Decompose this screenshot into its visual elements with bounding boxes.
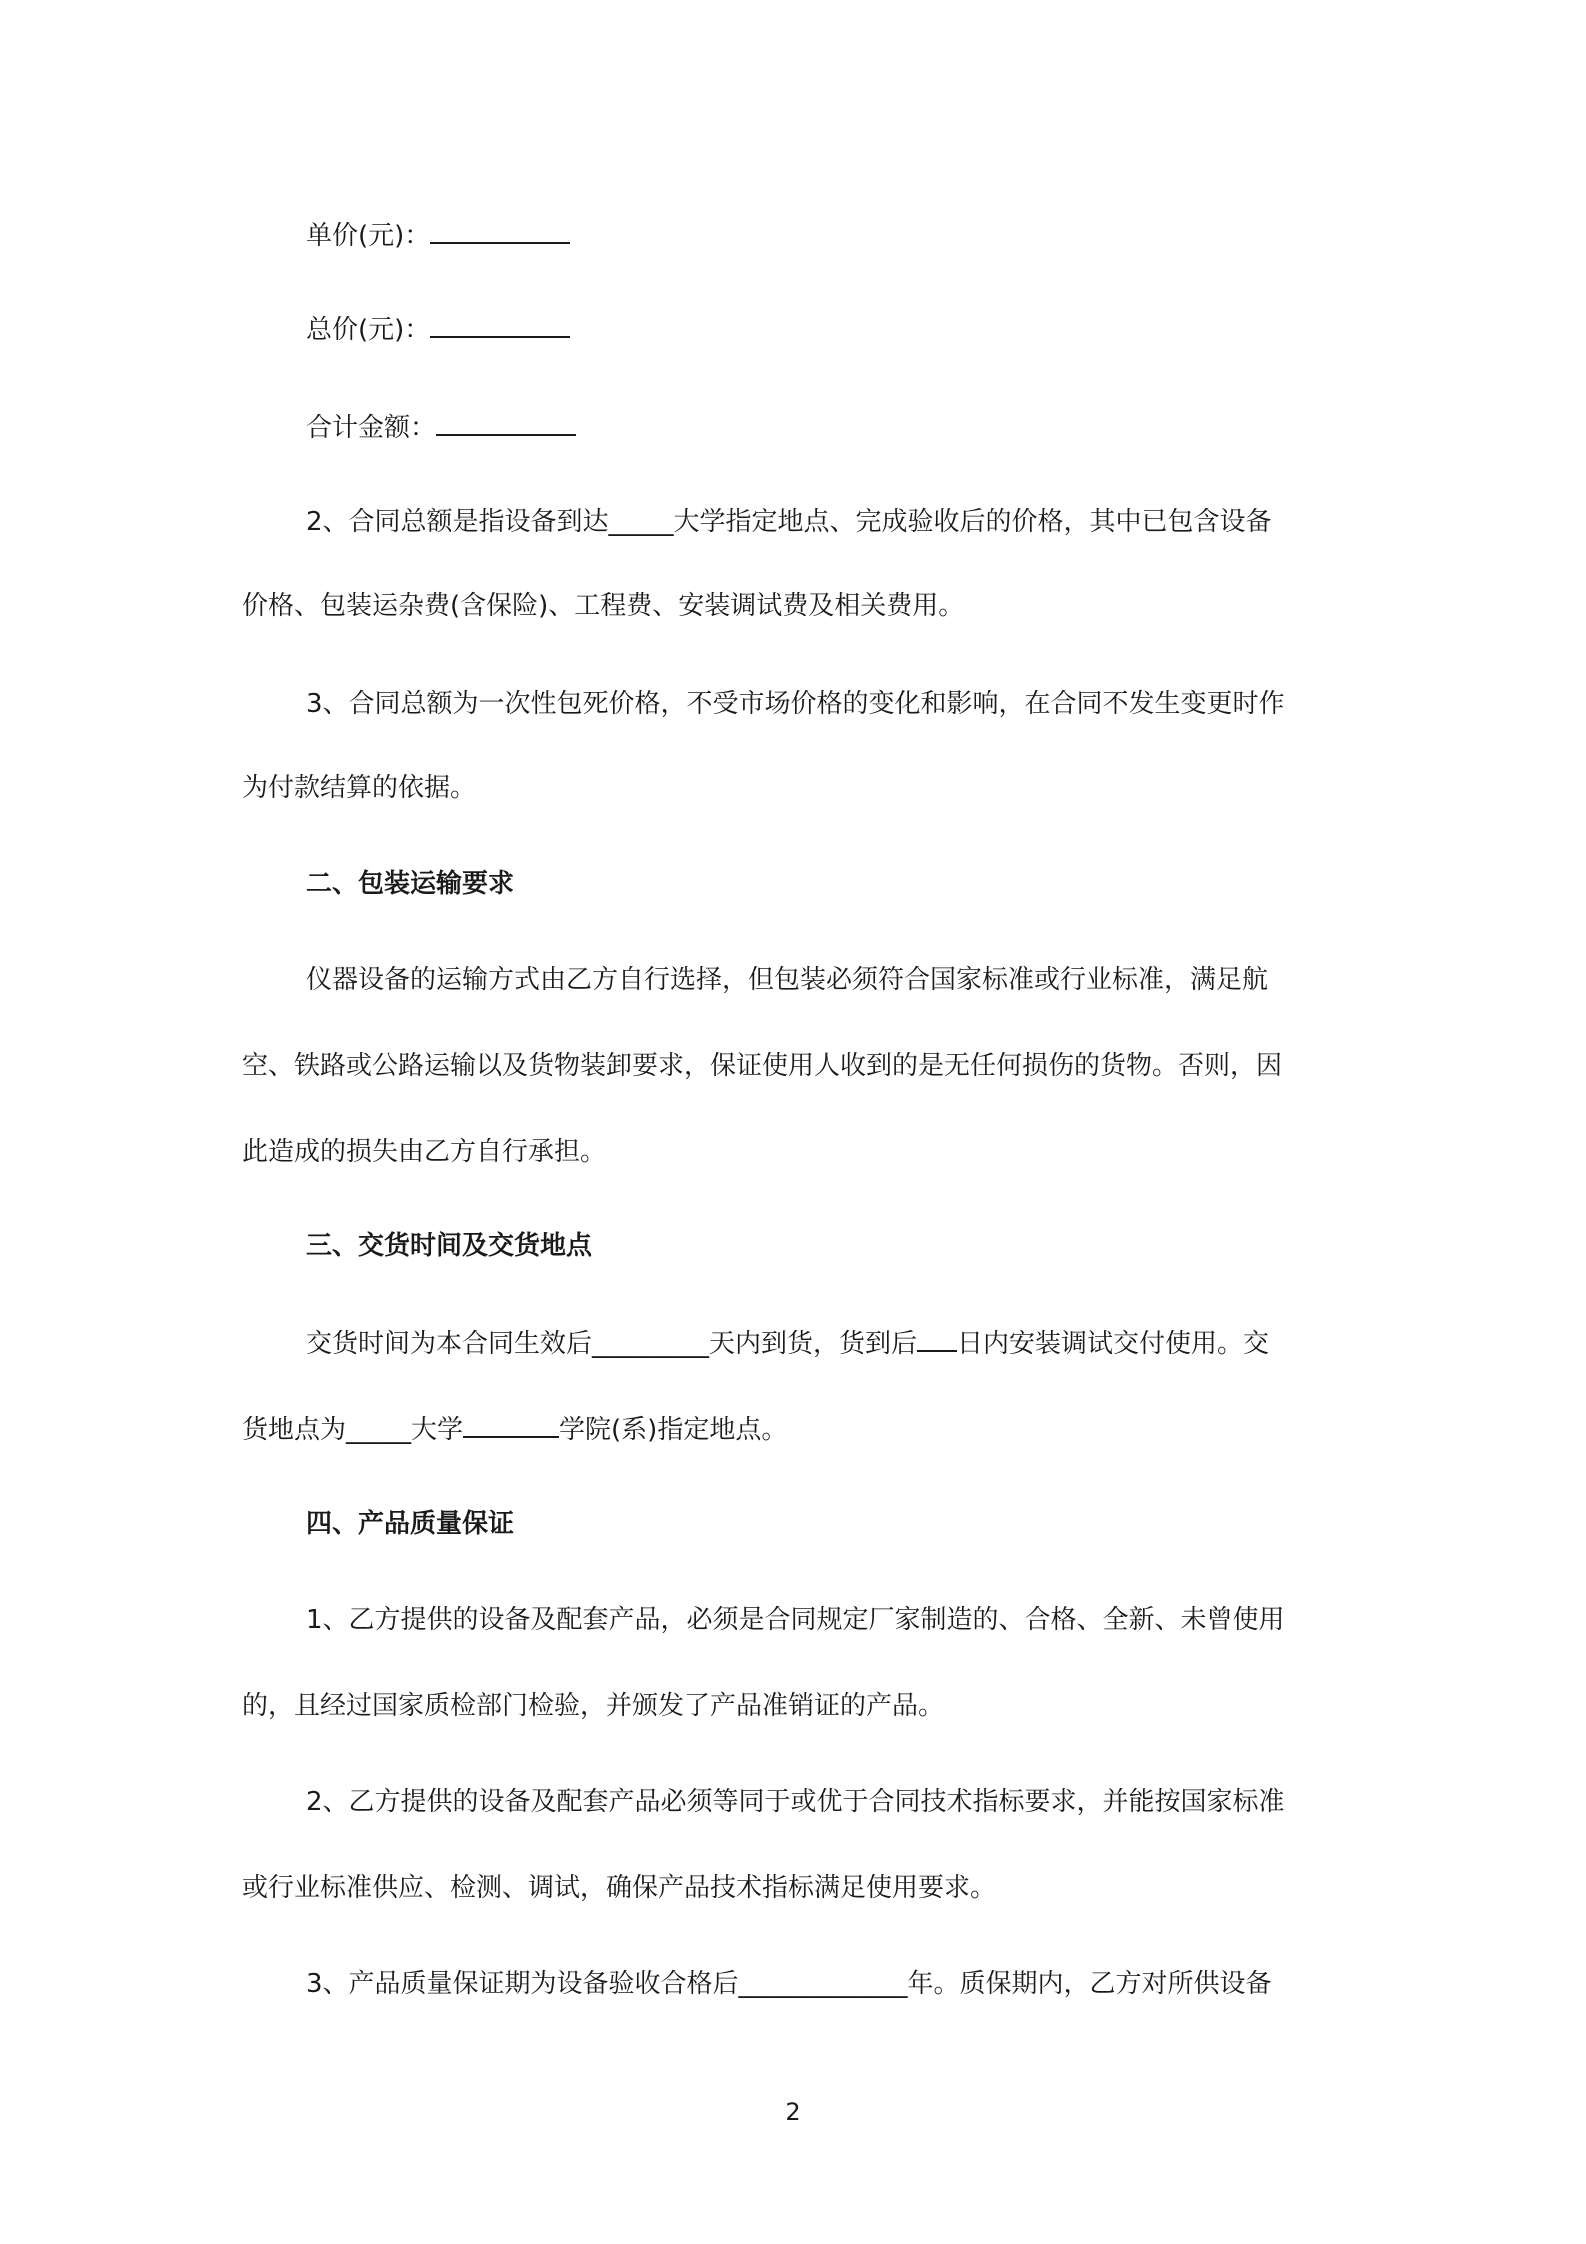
- contract-total-item3-line2: 为付款结算的依据。: [242, 773, 477, 803]
- packaging-line3: 此造成的损失由乙方自行承担。: [242, 1137, 607, 1167]
- item2-text-a: 2、合同总额是指设备到达: [306, 507, 609, 537]
- item2-text-b: 大学指定地点、完成验收后的价格，其中已包含设备: [673, 507, 1272, 537]
- section-heading-quality: 四、产品质量保证: [306, 1509, 515, 1539]
- delivery-text-c: 日内安装调试交付使用。交: [957, 1329, 1270, 1359]
- packaging-line2: 空、铁路或公路运输以及货物装卸要求，保证使用人收到的是无任何损伤的货物。否则，因: [242, 1051, 1283, 1081]
- unit-price-blank: [430, 216, 570, 244]
- delivery-text-a: 交货时间为本合同生效后: [306, 1329, 593, 1359]
- university-blank: _____: [346, 1415, 412, 1445]
- college-blank: [463, 1410, 559, 1438]
- total-price-row: [306, 310, 570, 348]
- item2-blank: _____: [608, 507, 674, 537]
- quality-item3-text-a: 3、产品质量保证期为设备验收合格后: [306, 1969, 739, 1999]
- total-amount-row: [306, 408, 576, 446]
- quality-item1-line1: 1、乙方提供的设备及配套产品，必须是合同规定厂家制造的、合格、全新、未曾使用: [306, 1605, 1285, 1635]
- page-number: 2: [785, 2098, 801, 2126]
- delivery-line2: [242, 1410, 787, 1448]
- packaging-line1: 仪器设备的运输方式由乙方自行选择，但包装必须符合国家标准或行业标准，满足航: [306, 965, 1269, 995]
- unit-price-label: 单价(元)：: [306, 221, 431, 251]
- delivery-days-blank: _________: [592, 1329, 710, 1359]
- total-price-blank: [430, 310, 570, 338]
- contract-total-item3-line1: 3、合同总额为一次性包死价格，不受市场价格的变化和影响，在合同不发生变更时作: [306, 689, 1285, 719]
- delivery-text-d: 货地点为: [242, 1415, 347, 1445]
- total-amount-label: 合计金额：: [306, 413, 437, 443]
- delivery-line1: [306, 1324, 1269, 1362]
- quality-item3-line1: [306, 1966, 1272, 2002]
- quality-item2-line1: 2、乙方提供的设备及配套产品必须等同于或优于合同技术指标要求，并能按国家标准: [306, 1787, 1285, 1817]
- unit-price-row: [306, 216, 570, 254]
- delivery-text-f: 学院(系)指定地点。: [559, 1415, 788, 1445]
- delivery-text-e: 大学: [411, 1415, 464, 1445]
- total-price-label: 总价(元)：: [306, 315, 431, 345]
- quality-item2-line2: 或行业标准供应、检测、调试，确保产品技术指标满足使用要求。: [242, 1873, 997, 1903]
- install-days-blank: [917, 1324, 957, 1352]
- section-heading-packaging: 二、包装运输要求: [306, 869, 515, 899]
- warranty-years-blank: _____________: [738, 1969, 908, 1999]
- total-amount-blank: [436, 408, 576, 436]
- delivery-text-b: 天内到货，货到后: [709, 1329, 918, 1359]
- contract-total-item2-line2: 价格、包装运杂费(含保险)、工程费、安装调试费及相关费用。: [242, 591, 965, 621]
- contract-total-item2-line1: [306, 504, 1272, 540]
- quality-item3-text-b: 年。质保期内，乙方对所供设备: [907, 1969, 1272, 1999]
- section-heading-delivery: 三、交货时间及交货地点: [306, 1231, 593, 1261]
- quality-item1-line2: 的，且经过国家质检部门检验，并颁发了产品准销证的产品。: [242, 1691, 945, 1721]
